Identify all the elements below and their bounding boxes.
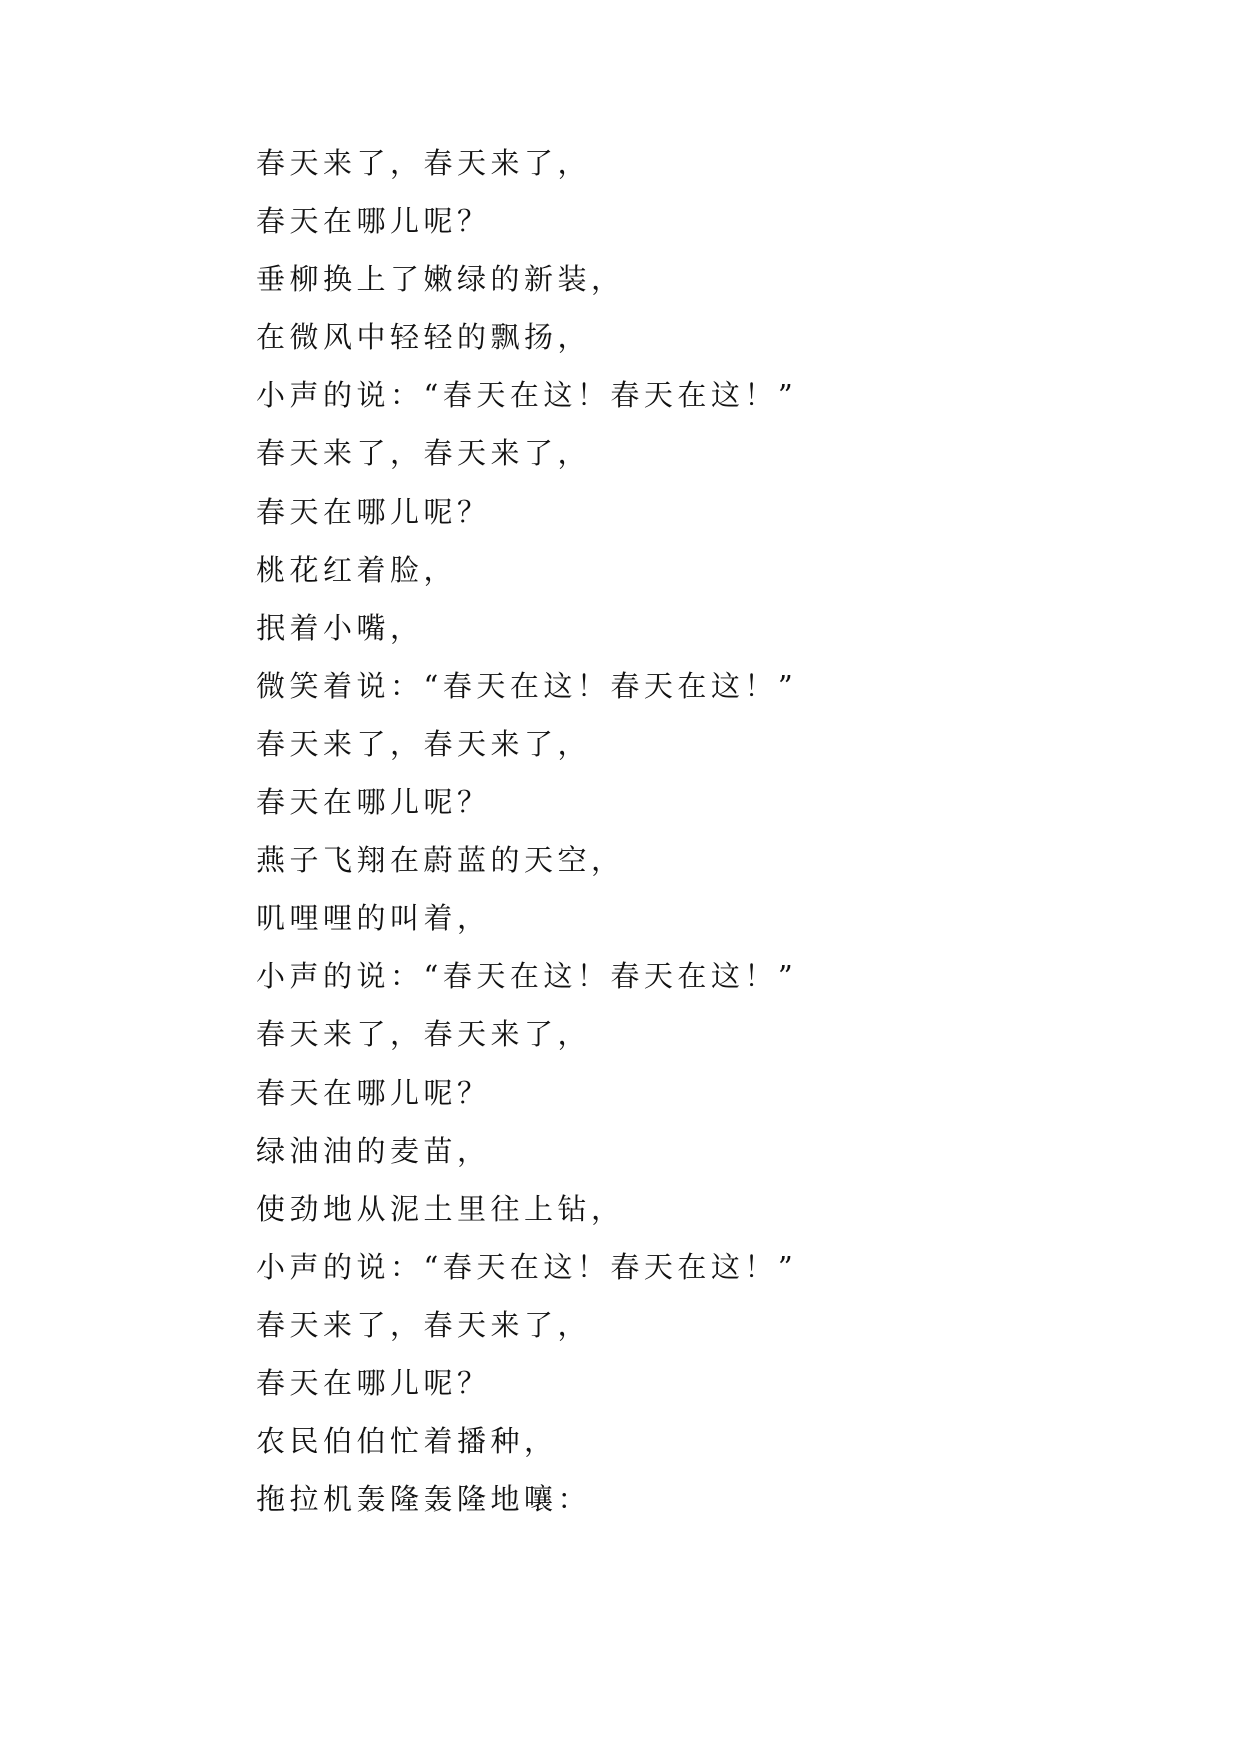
poem-line: 春天来了，春天来了，: [256, 1307, 592, 1342]
poem-line: 春天在哪儿呢？: [256, 1075, 491, 1110]
poem-line: 春天在哪儿呢？: [256, 1365, 491, 1400]
poem-text: [256, 146, 798, 1552]
poem-line: 春天来了，春天来了，: [256, 436, 592, 471]
poem-line: 春天在哪儿呢？: [256, 785, 491, 820]
poem-line: 春天在哪儿呢？: [256, 204, 491, 239]
poem-line: 微笑着说：“春天在这！春天在这！”: [256, 668, 798, 703]
poem-line: 燕子飞翔在蔚蓝的天空，: [256, 843, 625, 878]
poem-line: 桃花红着脸，: [256, 552, 458, 587]
poem-line: 叽哩哩的叫着，: [256, 901, 491, 936]
poem-line: 春天来了，春天来了，: [256, 146, 592, 180]
poem-line: 抿着小嘴，: [256, 610, 424, 645]
poem-line: 使劲地从泥土里往上钻，: [256, 1191, 625, 1226]
poem-line: 小声的说：“春天在这！春天在这！”: [256, 959, 798, 994]
poem-line: 小声的说：“春天在这！春天在这！”: [256, 1249, 798, 1284]
poem-line: 小声的说：“春天在这！春天在这！”: [256, 378, 798, 413]
poem-line: 垂柳换上了嫩绿的新装，: [256, 262, 625, 297]
poem-line: 春天来了，春天来了，: [256, 726, 592, 761]
poem-line: 在微风中轻轻的飘扬，: [256, 320, 592, 355]
poem-line: 春天在哪儿呢？: [256, 494, 491, 529]
poem-line: 春天来了，春天来了，: [256, 1017, 592, 1052]
poem-line: 绿油油的麦苗，: [256, 1133, 491, 1168]
poem-line: 农民伯伯忙着播种，: [256, 1424, 558, 1459]
poem-line: 拖拉机轰隆轰隆地嚷：: [256, 1482, 592, 1517]
